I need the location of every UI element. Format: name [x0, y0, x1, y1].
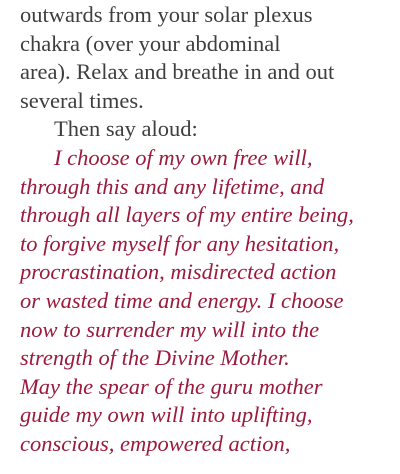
- prayer-line: guide my own will into uplifting,: [20, 402, 313, 428]
- prayer-line: to forgive myself for any hesitation,: [20, 230, 340, 256]
- prayer-line: through all layers of my entire being,: [20, 202, 354, 228]
- text-line: several times.: [20, 87, 144, 113]
- prayer-line: conscious, empowered action,: [20, 430, 291, 456]
- text-line: chakra (over your abdominal: [20, 30, 281, 56]
- text-line: area). Relax and breathe in and out: [20, 59, 335, 85]
- instruction-line: Then say aloud:: [54, 116, 198, 142]
- intro-paragraph: [20, 1, 400, 115]
- prayer-line: May the spear of the guru mother: [20, 373, 323, 399]
- prayer-text: [20, 144, 400, 459]
- prayer-line: strength of the Divine Mother.: [20, 345, 290, 371]
- prayer-line: or wasted time and energy. I choose: [20, 287, 344, 313]
- text-line: outwards from your solar plexus: [20, 2, 313, 27]
- prayer-line: now to surrender my will into the: [20, 316, 320, 342]
- prayer-line: through this and any lifetime, and: [20, 173, 325, 199]
- prayer-line: procrastination, misdirected action: [20, 259, 337, 285]
- prayer-line: I choose of my own free will,: [54, 144, 313, 170]
